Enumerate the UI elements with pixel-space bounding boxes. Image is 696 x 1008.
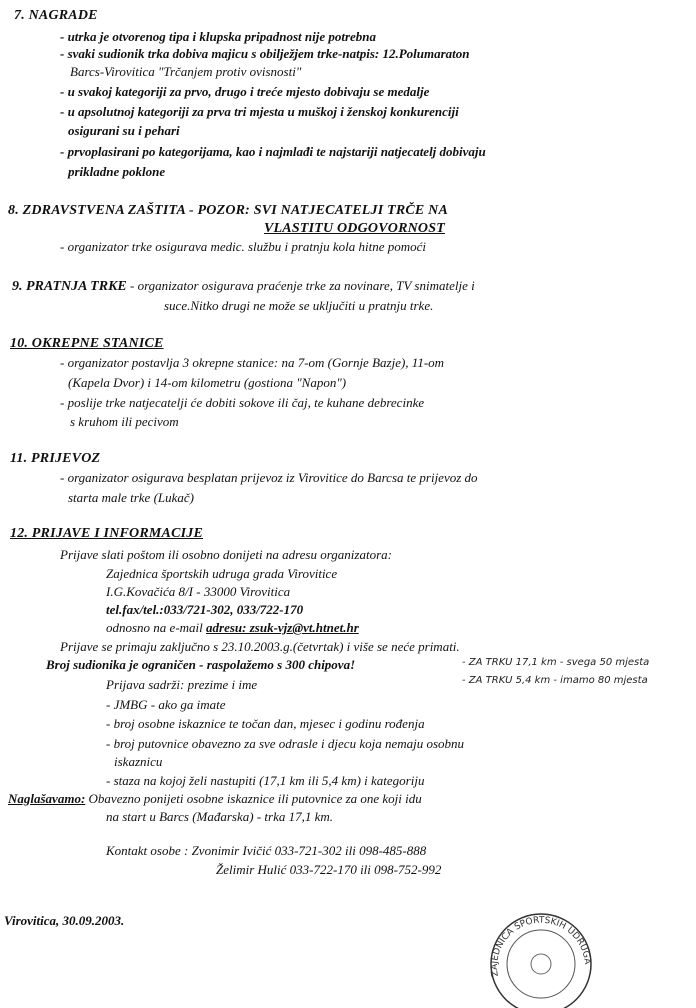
- s12-email-prefix: odnosno na e-mail: [106, 620, 207, 635]
- section-11-title: 11. PRIJEVOZ: [10, 451, 101, 466]
- s12-deadline: Prijave se primaju zaključno s 23.10.2003.g.(četvrtak) i više se neće primati.: [60, 639, 460, 654]
- section-8-title: 8. ZDRAVSTVENA ZAŠTITA - POZOR: SVI NATJECATELJI TRČE NA: [8, 203, 448, 218]
- section-12-title: 12. PRIJAVE I INFORMACIJE: [10, 526, 204, 541]
- s12-org-name: Zajednica športskih udruga grada Virovitice: [106, 566, 338, 581]
- s12-org-phone: tel.fax/tel.:033/721-302, 033/722-170: [106, 602, 304, 617]
- s12-application-contains: Prijava sadrži: prezime i ime: [106, 677, 258, 692]
- s12-emphasis-label: Naglašavamo:: [8, 791, 86, 806]
- s7-line-7: - prvoplasirani po kategorijama, kao i najmlađi te najstariji natjecatelj dobivaju: [60, 144, 486, 159]
- s7-line-5: - u apsolutnoj kategoriji za prva tri mjesta u muškoj i ženskoj konkurenciji: [60, 104, 459, 119]
- s7-line-6: osigurani su i pehari: [68, 123, 180, 138]
- handwritten-note-2: - ZA TRKU 5,4 km - imamo 80 mjesta: [462, 675, 648, 686]
- s12-jmbg: - JMBG - ako ga imate: [106, 697, 226, 712]
- s7-line-3: Barcs-Virovitica "Trčanjem protiv ovisnosti": [70, 64, 302, 79]
- s12-start-barcs: na start u Barcs (Mađarska) - trka 17,1 km.: [106, 809, 333, 824]
- s7-line-4: - u svakoj kategoriji za prvo, drugo i treće mjesto dobivaju se medalje: [60, 84, 430, 99]
- handwritten-note-1: - ZA TRKU 17,1 km - svega 50 mjesta: [462, 657, 650, 668]
- place-and-date: Virovitica, 30.09.2003.: [4, 913, 125, 928]
- s12-passport-cont: iskaznicu: [114, 754, 163, 769]
- s11-line-1: - organizator osigurava besplatan prijevoz iz Virovitice do Barcsa te prijevoz do: [60, 470, 478, 485]
- s12-org-address: I.G.Kovačića 8/I - 33000 Virovitica: [106, 584, 291, 599]
- s10-line-1: - organizator postavlja 3 okrepne stanice: na 7-om (Gornje Bazje), 11-om: [60, 355, 445, 370]
- s12-email-address: adresu: zsuk-vjz@vt.htnet.hr: [206, 620, 359, 635]
- s12-limit: Broj sudionika je ograničen - raspolažemo s 300 chipova!: [46, 657, 356, 672]
- s10-line-4: s kruhom ili pecivom: [70, 414, 179, 429]
- s12-track: - staza na kojoj želi nastupiti (17,1 km ili 5,4 km) i kategoriju: [106, 773, 425, 788]
- s9-line-2: suce.Nitko drugi ne može se uključiti u pratnju trke.: [164, 298, 434, 313]
- stamp-text: ZAJEDNICA ŠPORTSKIH UDRUGA: [489, 915, 593, 978]
- s10-line-3: - poslije trke natjecatelji će dobiti sokove ili čaj, te kuhane debrecinke: [60, 395, 425, 410]
- s9-line-1: - organizator osigurava praćenje trke za novinare, TV snimatelje i: [126, 278, 475, 293]
- section-8-title-cont: VLASTITU ODGOVORNOST: [264, 221, 445, 236]
- s12-passport: - broj putovnice obavezno za sve odrasle i djecu koja nemaju osobnu: [106, 736, 465, 751]
- s11-line-2: starta male trke (Lukač): [68, 490, 195, 505]
- section-10-title: 10. OKREPNE STANICE: [10, 336, 164, 351]
- organization-stamp: [476, 898, 606, 1008]
- s12-emphasis-text: Obavezno ponijeti osobne iskaznice ili putovnice za one koji idu: [85, 791, 422, 806]
- s12-email-row: [106, 619, 359, 636]
- section-9-row: [12, 277, 475, 295]
- s12-contact-2: Želimir Hulić 033-722-170 ili 098-752-992: [216, 862, 442, 877]
- s7-line-8: prikladne poklone: [68, 164, 166, 179]
- s8-line-1: - organizator trke osigurava medic. službu i pratnju kola hitne pomoći: [60, 239, 427, 254]
- s12-contact-1: Kontakt osobe : Zvonimir Ivičić 033-721-302 ili 098-485-888: [106, 843, 427, 858]
- s10-line-2: (Kapela Dvor) i 14-om kilometru (gostiona "Napon"): [68, 375, 347, 390]
- s12-emphasis-row: [8, 790, 422, 807]
- s7-line-2: - svaki sudionik trka dobiva majicu s obilježjem trke-natpis: 12.Polumaraton: [60, 46, 470, 61]
- s12-id-card: - broj osobne iskaznice te točan dan, mjesec i godinu rođenja: [106, 716, 425, 731]
- s12-line-1: Prijave slati poštom ili osobno donijeti na adresu organizatora:: [60, 547, 392, 562]
- section-9-title: 9. PRATNJA TRKE: [12, 279, 127, 294]
- section-7-title: 7. NAGRADE: [14, 8, 98, 23]
- s7-line-1: - utrka je otvorenog tipa i klupska pripadnost nije potrebna: [60, 29, 377, 44]
